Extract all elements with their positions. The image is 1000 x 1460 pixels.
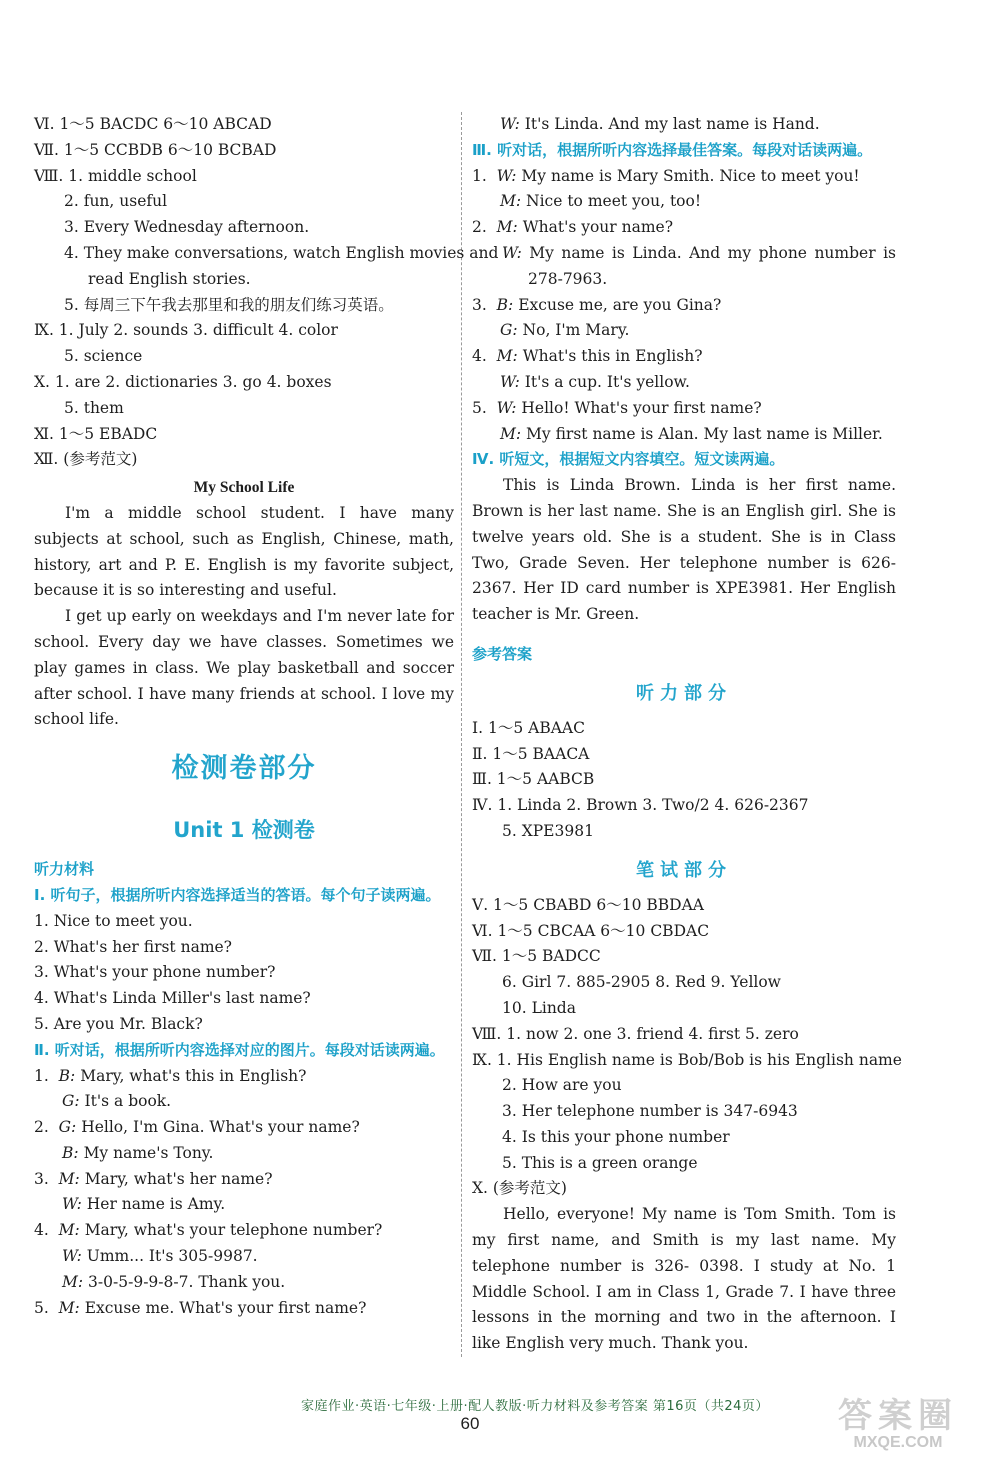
item-number: 4. (34, 1221, 49, 1240)
dialogue-text: It's a cup. It's yellow. (524, 372, 690, 391)
item-number: 3. (34, 1169, 49, 1188)
answer-line: Ⅱ. 1～5 BAACA (472, 744, 590, 763)
answers-label: 参考答案 (472, 644, 533, 663)
speaker: W: (496, 398, 517, 417)
dialogue-text: Her name is Amy. (86, 1195, 226, 1214)
page-footer: 家庭作业·英语·七年级·上册·配人教版·听力材料及参考答案 第16页（共24页） (301, 1399, 769, 1414)
answer-line: Ⅺ. 1～5 EBADC (34, 424, 158, 443)
writing-part-title: 笔试部分 (636, 859, 732, 881)
dialogue-text: Hello, I'm Gina. What's your name? (81, 1118, 360, 1137)
speaker: M: (58, 1221, 80, 1240)
answer-line: Ⅷ. 1. middle school (34, 166, 197, 185)
speaker: B: (496, 295, 514, 314)
answer-line: 4. Is this your phone number (502, 1127, 730, 1146)
part-heading: Ⅲ. 听对话，根据所听内容选择最佳答案。每段对话读两遍。 (472, 140, 873, 159)
dialogue-line (472, 241, 896, 293)
dialogue-line (472, 112, 896, 138)
left-column (34, 112, 499, 1321)
answer-line: 4. They make conversations, watch English movies and (64, 243, 499, 262)
answer-line: 6. Girl 7. 885-2905 8. Red 9. Yellow (502, 973, 781, 992)
dialogue-line (472, 215, 896, 241)
listening-label: 听力材料 (34, 860, 95, 879)
answer-line: 10. Linda (502, 998, 576, 1017)
dialogue-text: My first name is Alan. My last name is Miller. (526, 424, 883, 443)
essay-title: My School Life (193, 479, 295, 497)
column-divider (461, 112, 462, 1357)
speaker: G: (62, 1092, 80, 1111)
speaker: W: (500, 115, 520, 133)
dialogue-line (34, 1167, 454, 1193)
dialogue-text: Nice to meet you, too! (526, 192, 702, 211)
dialogue-line (472, 318, 896, 344)
part-heading: Ⅱ. 听对话，根据所听内容选择对应的图片。每段对话读两遍。 (34, 1040, 445, 1059)
answer-line: Ⅲ. 1～5 AABCB (472, 770, 595, 789)
dialogue-text: Umm... It's 305-9987. (86, 1247, 258, 1266)
listening-sentence: 4. What's Linda Miller's last name? (34, 989, 311, 1008)
answer-line: 3. Her telephone number is 347-6943 (502, 1102, 798, 1121)
answer-line: Ⅹ. 1. are 2. dictionaries 3. go 4. boxes (34, 372, 332, 391)
part-heading: Ⅰ. 听句子，根据所听内容选择适当的答语。每个句子读两遍。 (34, 885, 441, 904)
part-heading: Ⅳ. 听短文，根据短文内容填空。短文读两遍。 (472, 450, 785, 469)
listening-sentence: 1. Nice to meet you. (34, 911, 193, 930)
speaker: G: (500, 321, 518, 340)
right-column (472, 112, 902, 1357)
answer-line: Ⅹ. (参考范文) (472, 1179, 567, 1198)
answer-line: 5. science (64, 347, 143, 366)
speaker: B: (58, 1066, 76, 1085)
answer-line: Ⅻ. (参考范文) (34, 450, 138, 469)
dialogue-line (472, 189, 896, 215)
speaker: W: (62, 1247, 82, 1266)
watermark-url: MXQE.COM (853, 1434, 943, 1451)
speaker: M: (500, 192, 522, 211)
dialogue-line (472, 164, 896, 190)
speaker: M: (496, 347, 518, 366)
unit-title: Unit 1 检测卷 (173, 818, 315, 843)
dialogue-line (34, 1270, 454, 1296)
listening-part-title: 听力部分 (636, 682, 732, 704)
answer-line: 3. Every Wednesday afternoon. (64, 218, 310, 237)
dialogue-text: It's a book. (84, 1092, 172, 1111)
answer-line: Ⅸ. 1. July 2. sounds 3. difficult 4. color (34, 321, 338, 340)
item-number: 3. (472, 295, 487, 314)
dialogue-text: My name is Linda. And my phone number is 278-7963. (528, 243, 896, 288)
answer-line: Ⅰ. 1～5 ABAAC (472, 718, 585, 737)
dialogue-text: My name's Tony. (83, 1143, 214, 1162)
answer-line: 5. 每周三下午我去那里和我的朋友们练习英语。 (64, 295, 394, 314)
answer-line: Ⅷ. 1. now 2. one 3. friend 4. first 5. zero (472, 1024, 799, 1043)
speaker: W: (62, 1195, 82, 1214)
item-number: 5. (34, 1298, 49, 1317)
item-number: 5. (472, 398, 487, 417)
speaker: W: (500, 372, 520, 391)
answer-line: read English stories. (88, 269, 251, 288)
dialogue-line (34, 1218, 454, 1244)
dialogue-text: 3-0-5-9-9-8-7. Thank you. (88, 1272, 286, 1291)
speaker: G: (58, 1118, 77, 1137)
item-number: 2. (34, 1118, 49, 1137)
speaker: M: (500, 424, 522, 443)
answer-line: Ⅴ. 1～5 CBABD 6～10 BBDAA (472, 895, 704, 914)
answer-line: Ⅵ. 1～5 CBCAA 6～10 CBDAC (472, 921, 710, 940)
dialogue-line (472, 422, 896, 448)
item-number: 1. (472, 166, 487, 185)
speaker: B: (62, 1143, 79, 1162)
essay-paragraph: Hello, everyone! My name is Tom Smith. Tom is my first name, and Smith is my last name. My telephone number is 326- 0398. I study at No. 1 Middle School. I am in Class 1, Grade 7. I have three lessons in the morning and two in the afternoon. I like English very much. Thank you. (472, 1205, 896, 1353)
dialogue-line (472, 370, 896, 396)
answer-line: 5. This is a green orange (502, 1153, 698, 1172)
dialogue-text: It's Linda. And my last name is Hand. (524, 115, 820, 133)
essay-paragraph: I get up early on weekdays and I'm never late for school. Every day we have classes. Sometimes we play games in class. We play basketball and soccer after school. I have many friends at school. I love my school life. (34, 607, 454, 729)
item-number: 2. (472, 218, 487, 237)
listening-sentence: 5. Are you Mr. Black? (34, 1014, 203, 1033)
dialogue-text: No, I'm Mary. (522, 321, 630, 340)
dialogue-text: Mary, what's her name? (84, 1169, 273, 1188)
answer-line: 5. XPE3981 (502, 821, 594, 840)
listening-sentence: 3. What's your phone number? (34, 963, 276, 982)
answer-line: 2. How are you (502, 1076, 622, 1095)
watermark-logo: 答案圈 (838, 1396, 958, 1436)
answer-line: 5. them (64, 398, 124, 417)
dialogue-text: Excuse me, are you Gina? (518, 295, 722, 314)
dialogue-text: Hello! What's your first name? (521, 398, 762, 417)
listening-sentence: 2. What's her first name? (34, 937, 232, 956)
item-number: 4. (472, 347, 487, 366)
dialogue-line (34, 1244, 454, 1270)
section-title: 检测卷部分 (171, 753, 317, 785)
speaker: M: (58, 1298, 80, 1317)
item-number: 1. (34, 1066, 49, 1085)
answer-line: Ⅳ. 1. Linda 2. Brown 3. Two/2 4. 626-2367 (472, 796, 809, 815)
dialogue-line (34, 1089, 454, 1115)
dialogue-line (34, 1296, 454, 1322)
dialogue-line (472, 396, 896, 422)
dialogue-line (472, 344, 896, 370)
dialogue-line (34, 1141, 454, 1167)
speaker: W: (502, 243, 522, 262)
speaker: W: (496, 166, 517, 185)
dialogue-text: Excuse me. What's your first name? (84, 1298, 367, 1317)
answer-line: Ⅶ. 1～5 CCBDB 6～10 BCBAD (34, 140, 277, 159)
essay-paragraph: I'm a middle school student. I have many subjects at school, such as English, Chinese, math, history, art and P. E. English is my favorite subject, because it is so interesting and useful. (34, 503, 454, 600)
listening-passage: This is Linda Brown. Linda is her first name. Brown is her last name. She is an English girl. She is twelve years old. She is a student. She is in Class Two, Grade Seven. Her telephone number is 626-2367. Her ID card number is XPE3981. Her English teacher is Mr. Green. (472, 476, 896, 624)
dialogue-line (34, 1192, 454, 1218)
dialogue-line (34, 1115, 454, 1141)
answer-line: Ⅶ. 1～5 BADCC (472, 947, 601, 966)
dialogue-text: My name is Mary Smith. Nice to meet you! (521, 166, 860, 185)
dialogue-text: What's this in English? (522, 347, 703, 366)
answer-line: Ⅵ. 1～5 BACDC 6～10 ABCAD (34, 115, 272, 133)
answer-line: Ⅸ. 1. His English name is Bob/Bob is his English name (472, 1050, 902, 1069)
speaker: M: (496, 218, 518, 237)
speaker: M: (58, 1169, 80, 1188)
dialogue-text: Mary, what's your telephone number? (84, 1221, 383, 1240)
watermark (810, 1396, 986, 1454)
dialogue-text: What's your name? (522, 218, 674, 237)
dialogue-text: Mary, what's this in English? (80, 1066, 307, 1085)
answer-line: 2. fun, useful (64, 192, 168, 211)
page-number: 60 (460, 1414, 480, 1433)
dialogue-line (34, 1064, 454, 1090)
speaker: M: (62, 1272, 84, 1291)
dialogue-line (472, 293, 896, 319)
